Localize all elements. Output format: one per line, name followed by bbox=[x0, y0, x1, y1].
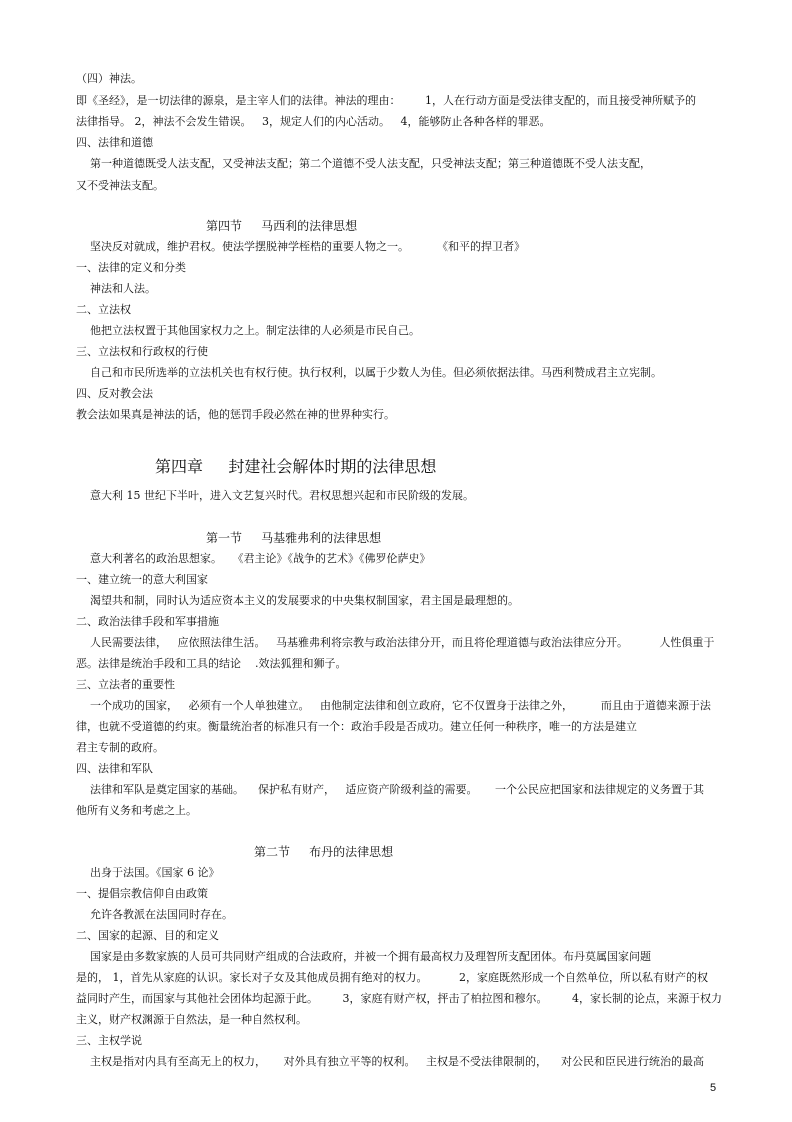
text-line: 他把立法权置于其他国家权力之上。制定法律的人必须是市民自己。 bbox=[76, 324, 420, 337]
text-line: 他所有义务和考虑之上。 bbox=[76, 804, 197, 817]
text-line: 是的， 1，首先从家庭的认识。家长对子女及其他成员拥有绝对的权力。 2，家庭既然形成一个自然单位，所以私有财产的权 bbox=[76, 971, 708, 984]
text-line: 又不受神法支配。 bbox=[76, 179, 164, 192]
text-line: 人民需要法律， 应依照法律生活。 马基雅弗利将宗教与政治法律分开，而且将伦理道德与政治法律应分开。 人性俱重于 bbox=[76, 636, 715, 649]
text-line: （四）神法。 bbox=[76, 72, 142, 85]
text-line: 四、反对教会法 bbox=[76, 387, 153, 400]
text-line: 神法和人法。 bbox=[76, 282, 156, 295]
text-line: 律，也就不受道德的约束。衡量统治者的标准只有一个：政治手段是否成功。建立任何一种秩序，唯一的方法是建立 bbox=[76, 720, 637, 733]
text-line: 二、国家的起源、目的和定义 bbox=[76, 929, 219, 942]
text-line: 二、政治法律手段和军事措施 bbox=[76, 615, 219, 628]
text-line: 主义，财产权渊源于自然法，是一种自然权利。 bbox=[76, 1013, 307, 1026]
text-line: 意大利 15 世纪下半叶，进入文艺复兴时代。君权思想兴起和市民阶级的发展。 bbox=[76, 489, 474, 502]
text-line: 一、提倡宗教信仰自由政策 bbox=[76, 887, 208, 900]
text-line: 四、法律和军队 bbox=[76, 762, 153, 775]
text-line: 恶。法律是统治手段和工具的结论 .效法狐狸和狮子。 bbox=[76, 657, 347, 670]
text-line: 一、建立统一的意大利国家 bbox=[76, 573, 208, 586]
text-line: 一个成功的国家， 必须有一个人单独建立。 由他制定法律和创立政府，它不仅置身于法律之外， 而且由于道德来源于法 bbox=[76, 699, 711, 712]
text-line: 三、立法权和行政权的行使 bbox=[76, 345, 208, 358]
text-line: 三、主权学说 bbox=[76, 1034, 142, 1047]
text-line: 二、立法权 bbox=[76, 303, 131, 316]
text-line: 教会法如果真是神法的话，他的惩罚手段必然在神的世界种实行。 bbox=[76, 408, 395, 421]
text-line: 出身于法国。《国家 6 论》 bbox=[76, 866, 220, 879]
text-line: 君主专制的政府。 bbox=[76, 741, 164, 754]
page-number: 5 bbox=[710, 1082, 717, 1094]
chapter-title: 第四章 封建社会解体时期的法律思想 bbox=[155, 457, 437, 476]
text-line: 渴望共和制，同时认为适应资本主义的发展要求的中央集权制国家，君主国是最理想的。 bbox=[76, 594, 519, 607]
text-line: 四、法律和道德 bbox=[76, 136, 153, 149]
section-heading: 第二节 布丹的法律思想 bbox=[254, 845, 394, 859]
text-line: 三、立法者的重要性 bbox=[76, 678, 175, 691]
text-line: 第一种道德既受人法支配，又受神法支配；第二个道德不受人法支配，只受神法支配；第三种道德既不受人法支配， bbox=[76, 157, 651, 170]
text-line: 法律指导。 2，神法不会发生错误。 3，规定人们的内心活动。 4，能够防止各种各样的罪恶。 bbox=[76, 115, 551, 128]
section-heading: 第四节 马西利的法律思想 bbox=[206, 219, 358, 233]
text-line: 一、法律的定义和分类 bbox=[76, 261, 186, 274]
text-line: 国家是由多数家族的人员可共同财产组成的合法政府，并被一个拥有最高权力及理智所支配团体。布丹莫属国家问题 bbox=[76, 950, 651, 963]
text-line: 法律和军队是奠定国家的基础。 保护私有财产， 适应资产阶级利益的需要。 一个公民应把国家和法律规定的义务置于其 bbox=[76, 783, 704, 796]
text-line: 允许各教派在法国同时存在。 bbox=[76, 908, 233, 921]
text-line: 主权是指对内具有至高无上的权力， 对外具有独立平等的权利。 主权是不受法律限制的， 对公民和臣民进行统治的最高 bbox=[76, 1055, 704, 1068]
text-line: 益同时产生，而国家与其他社会团体均起源于此。 3，家庭有财产权，抨击了柏拉图和穆尔。 4，家长制的论点，来源于权力 bbox=[76, 992, 722, 1005]
text-line: 意大利著名的政治思想家。 《君主论》《战争的艺术》《佛罗伦萨史》 bbox=[76, 552, 431, 565]
section-heading: 第一节 马基雅弗利的法律思想 bbox=[206, 531, 382, 545]
text-line: 坚决反对就成，维护君权。使法学摆脱神学桎梏的重要人物之一。 《和平的捍卫者》 bbox=[76, 240, 525, 253]
text-line: 自己和市民所选举的立法机关也有权行使。执行权利，以属于少数人为佳。但必须依据法律。马西利赞成君主立宪制。 bbox=[76, 366, 662, 379]
text-line: 即《圣经》，是一切法律的源泉，是主宰人们的法律。神法的理由： 1，人在行动方面是受法律支配的，而且接受神所赋予的 bbox=[76, 94, 696, 107]
